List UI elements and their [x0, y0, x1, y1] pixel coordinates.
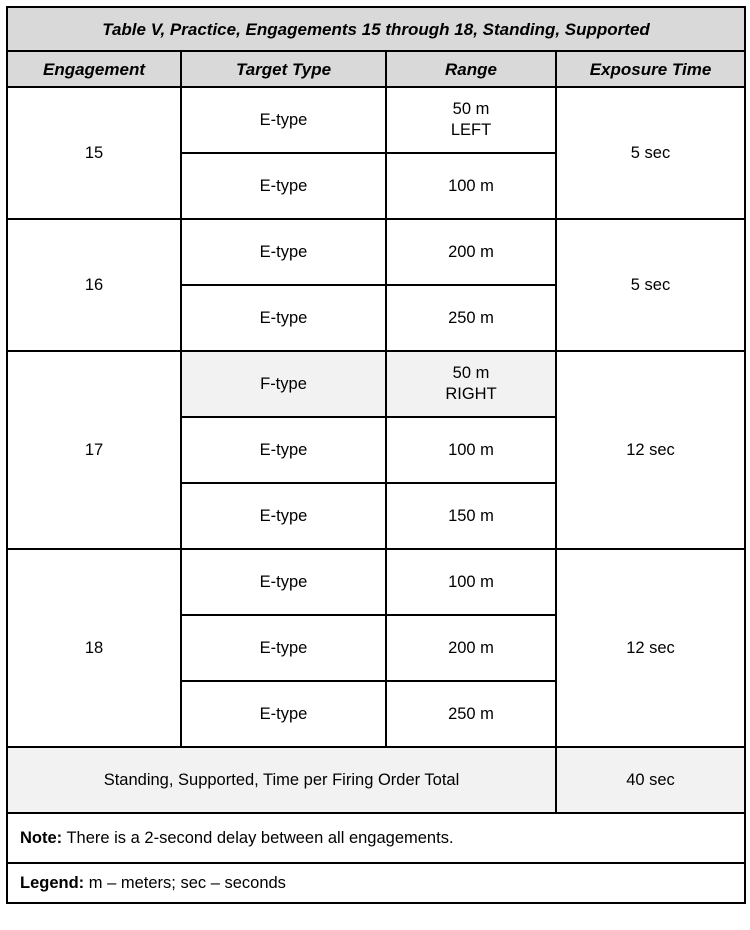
header-exposure-time: Exposure Time — [556, 51, 745, 87]
exposure-time-cell: 5 sec — [556, 219, 745, 351]
header-range: Range — [386, 51, 556, 87]
target-type-cell: E-type — [181, 681, 386, 747]
range-cell: 200 m — [386, 219, 556, 285]
table-title: Table V, Practice, Engagements 15 through 18, Standing, Supported — [7, 7, 745, 51]
table-row — [7, 87, 745, 153]
table-row — [7, 351, 745, 417]
range-side: RIGHT — [445, 385, 497, 403]
range-cell: 100 m — [386, 153, 556, 219]
engagement-table-container — [6, 6, 744, 904]
total-row — [7, 747, 745, 813]
legend-text: m – meters; sec – seconds — [84, 873, 286, 892]
note-row — [7, 813, 745, 863]
range-cell: 150 m — [386, 483, 556, 549]
target-type-cell: E-type — [181, 285, 386, 351]
table-row — [7, 549, 745, 615]
engagement-number: 15 — [7, 87, 181, 219]
target-type-cell: E-type — [181, 615, 386, 681]
target-type-cell: E-type — [181, 483, 386, 549]
engagement-number: 16 — [7, 219, 181, 351]
total-label: Standing, Supported, Time per Firing Order Total — [7, 747, 556, 813]
note-text: There is a 2-second delay between all engagements. — [62, 828, 454, 847]
range-cell: 250 m — [386, 681, 556, 747]
target-type-cell: E-type — [181, 87, 386, 153]
note-cell — [7, 813, 745, 863]
range-cell: 250 m — [386, 285, 556, 351]
header-target-type: Target Type — [181, 51, 386, 87]
exposure-time-cell: 12 sec — [556, 351, 745, 549]
engagement-number: 18 — [7, 549, 181, 747]
range-distance: 50 m — [452, 100, 490, 118]
range-distance: 50 m — [452, 364, 490, 382]
legend-label: Legend: — [20, 873, 85, 892]
exposure-time-cell: 5 sec — [556, 87, 745, 219]
target-type-cell: F-type — [181, 351, 386, 417]
engagement-number: 17 — [7, 351, 181, 549]
legend-row — [7, 863, 745, 903]
target-type-cell: E-type — [181, 417, 386, 483]
total-value: 40 sec — [556, 747, 745, 813]
target-type-cell: E-type — [181, 153, 386, 219]
range-cell — [386, 351, 556, 417]
range-cell: 200 m — [386, 615, 556, 681]
range-cell — [386, 87, 556, 153]
header-engagement: Engagement — [7, 51, 181, 87]
engagement-table — [6, 6, 746, 904]
range-side: LEFT — [450, 121, 492, 139]
target-type-cell: E-type — [181, 549, 386, 615]
range-cell: 100 m — [386, 549, 556, 615]
exposure-time-cell: 12 sec — [556, 549, 745, 747]
legend-cell — [7, 863, 745, 903]
table-row — [7, 219, 745, 285]
note-label: Note: — [20, 828, 63, 847]
target-type-cell: E-type — [181, 219, 386, 285]
range-cell: 100 m — [386, 417, 556, 483]
